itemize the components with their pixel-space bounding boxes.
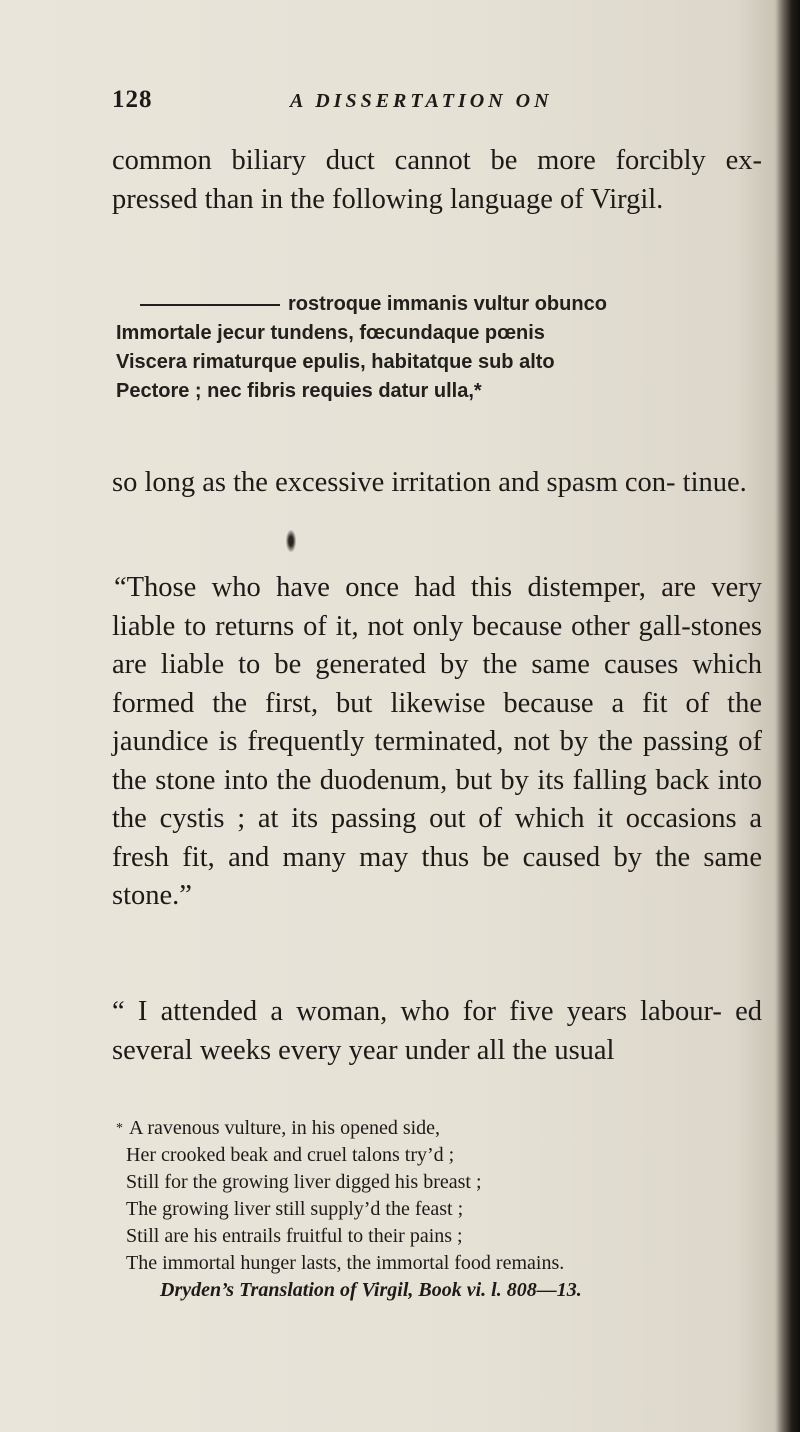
footnote-line-6: The immortal hunger lasts, the immortal food remains. <box>126 1252 565 1274</box>
footnote-citation: Dryden’s Translation of Virgil, Book vi. l. 808—13. <box>160 1279 582 1301</box>
footnote-line-3: Still for the growing liver digged his breast ; <box>126 1171 482 1193</box>
page-header <box>0 86 800 126</box>
latin-verse-quote <box>116 290 756 406</box>
verse-line-4: Pectore ; nec fibris requies datur ulla,* <box>116 380 482 402</box>
paragraph-intro: common biliary duct cannot be more forcibly ex- pressed than in the following language of Virgil. <box>112 145 762 215</box>
verse-line-2: Immortale jecur tundens, fœcundaque pœnis <box>116 322 545 344</box>
paragraph-case: “ I attended a woman, who for five years labour- ed several weeks every year under all the usual <box>112 996 762 1066</box>
running-head: A DISSERTATION ON <box>290 90 553 112</box>
footnote-line-4: The growing liver still supply’d the feast ; <box>126 1198 464 1220</box>
ink-blot-mark <box>286 530 296 552</box>
verse-line-3: Viscera rimaturque epulis, habitatque sub alto <box>116 351 555 373</box>
paragraph-continuation: so long as the excessive irritation and spasm con- tinue. <box>112 467 747 498</box>
footnote <box>116 1115 766 1304</box>
footnote-line-1-text: A ravenous vulture, in his opened side, <box>129 1117 441 1139</box>
verse-line-1-text: rostroque immanis vultur obunco <box>288 293 607 315</box>
page-edge-shadow <box>774 0 800 1432</box>
verse-dash <box>140 304 280 306</box>
page-number: 128 <box>112 86 153 113</box>
footnote-line-2: Her crooked beak and cruel talons try’d ; <box>126 1144 455 1166</box>
footnote-mark: * <box>116 1121 123 1136</box>
footnote-line-5: Still are his entrails fruitful to their pains ; <box>126 1225 463 1247</box>
verse-line-1 <box>116 290 756 319</box>
paragraph-quotation: “Those who have once had this distemper, are very liable to returns of it, not only because other gall-stones are liable to be generated by the same causes which formed the first, but likewise because a fit of the jaundice is frequently terminated, not by the passing of the stone into the duodenum, but by its falling back into the cystis ; at its passing out of which it occasions a fresh fit, and many may thus be caused by the same stone.” <box>112 572 762 911</box>
footnote-line-1 <box>116 1115 766 1142</box>
